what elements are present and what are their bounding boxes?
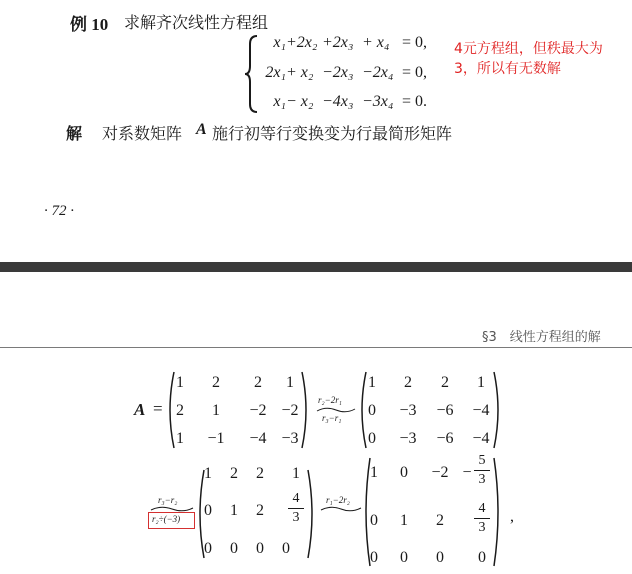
op1-bottom-label: r₃−r₁ [322,413,342,423]
matrix-cell: 1 [368,374,376,391]
matrix-cell: 1 [286,374,294,391]
matrix-cell: 0 [436,549,444,566]
matrix-cell: 0 [370,549,378,566]
eq3-term1: x₁ [273,93,286,110]
matrix-cell: −3 [399,430,417,447]
matrix-cell: 0 [368,430,376,447]
matrix-cell: 2 [256,465,264,482]
eq1-term3: +2x₃ [322,34,354,51]
matrix-cell: 0 [370,512,378,529]
eq3-term3: −4x₃ [322,93,354,110]
eq1-rhs: = 0, [402,34,428,51]
eq2-term3: −2x₃ [322,64,354,81]
op1-top-label: r₂−2r₁ [318,395,342,405]
annotation-line2: 3，所以有无数解 [454,61,561,77]
matrix-cell: 1 [292,465,300,482]
fraction-bar [474,518,490,519]
trailing-comma: , [510,508,514,525]
matrix-cell: 2 [404,374,412,391]
matrix-cell: 1 [176,430,184,447]
matrix-cell: 2 [441,374,449,391]
matrix-cell: 2 [176,402,184,419]
matrix-cell: 1 [204,465,212,482]
eq3-term4: −3x₄ [362,93,394,110]
matrix-c-right-paren [306,468,318,560]
matrix-cell: −1 [207,430,225,447]
matrix-cell: 1 [400,512,408,529]
solution-label: 解 [66,124,83,143]
matrix-cell: 0 [204,540,212,557]
matrix-cell: 1 [176,374,184,391]
fraction-denominator: 3 [478,520,486,535]
matrix-cell: −3 [281,430,299,447]
matrix-cell: −2 [281,402,299,419]
matrix-cell: 2 [256,502,264,519]
fraction-denominator: 3 [292,510,300,525]
equals-sign: = [153,399,163,418]
solution-text-pre: 对系数矩阵 [102,124,183,143]
op2-bottom-label: r₂÷(−3) [152,514,181,524]
example-label: 例 10 [70,15,109,34]
matrix-cell: −4 [472,430,490,447]
matrix-cell: 0 [400,549,408,566]
matrix-cell: −3 [399,402,417,419]
fraction-numerator: 4 [478,501,486,516]
matrix-cell: 1 [212,402,220,419]
matrix-cell: 2 [212,374,220,391]
annotation-line1: 4元方程组，但秩最大为 [454,41,603,57]
eq2-term4: −2x₄ [362,64,394,81]
matrix-cell: 2 [254,374,262,391]
matrix-cell: −2 [431,464,449,481]
matrix-cell: 1 [370,464,378,481]
matrix-symbol: A [134,400,146,419]
eq3-term2: − x₂ [286,93,314,110]
matrix-cell: 0 [282,540,290,557]
solution-matrix-symbol: A [196,121,207,138]
page-divider [0,262,632,272]
matrix-cell-fraction [474,502,490,535]
fraction-numerator: 5 [478,453,486,468]
matrix-cell: 0 [400,464,408,481]
matrix-cell: 1 [230,502,238,519]
matrix-cell: 0 [368,402,376,419]
matrix-cell: 0 [478,549,486,566]
matrix-cell: 2 [230,465,238,482]
matrix-cell: −4 [472,402,490,419]
fraction-numerator: 4 [292,491,300,506]
section-header: §3 线性方程组的解 [482,330,601,345]
header-rule [0,347,632,348]
page-number: · 72 · [44,203,74,219]
fraction-bar [474,470,490,471]
matrix-cell: −2 [249,402,267,419]
op3-top-label: r₁−2r₂ [326,495,350,505]
eq3-rhs: = 0. [402,93,428,110]
fraction-bar [288,508,304,509]
matrix-cell: 2 [436,512,444,529]
eq1-term4: + x₄ [362,34,390,51]
op2-top-label: r₃−r₂ [158,495,178,505]
eq2-term1: 2x₁ [265,64,286,81]
fraction-denominator: 3 [478,472,486,487]
matrix-cell: 0 [230,540,238,557]
op3-tilde-arrow [320,505,362,513]
matrix-cell: −4 [249,430,267,447]
matrix-cell: −6 [436,402,454,419]
eq1-term2: +2x₂ [286,34,318,51]
eq2-term2: + x₂ [286,64,314,81]
matrix-cell: 1 [477,374,485,391]
matrix-cell-fraction [474,454,490,487]
matrix-cell: 0 [204,502,212,519]
matrix-cell: 0 [256,540,264,557]
eq2-rhs: = 0, [402,64,428,81]
solution-text-post: 施行初等行变换变为行最简形矩阵 [212,124,453,143]
eq1-term1: x₁ [273,34,286,51]
matrix-cell: −6 [436,430,454,447]
matrix-cell-fraction [288,492,304,525]
example-text: 求解齐次线性方程组 [124,13,269,32]
matrix-cell-sign: − [462,464,472,481]
matrix-d-right-paren [492,456,504,568]
